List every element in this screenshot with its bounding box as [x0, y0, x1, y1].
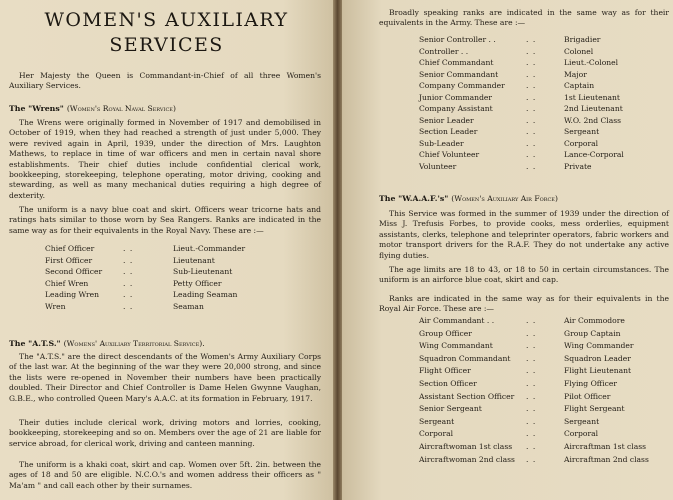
waaf-heading-sub: (Women's Auxiliary Air Force) — [451, 194, 558, 203]
rank-row — [45, 266, 305, 277]
wrens-paragraph-2: The uniform is a navy blue coat and skirt. Officers wear tricorne hats and ratings hats similar to those worn by Sea Rangers. Ranks are indicated in the same way as for their equivalents in the Royal Navy. These are :— — [9, 205, 321, 235]
rank-equivalent: Corporal — [564, 138, 599, 148]
rank-leader-dots: . . — [526, 92, 537, 102]
rank-name: Chief Commandant — [419, 58, 494, 67]
book-gutter — [333, 0, 342, 500]
rank-leader-dots: . . — [526, 442, 537, 451]
rank-leader-dots: . . — [526, 316, 537, 325]
rank-name: Senior Sergeant — [419, 404, 482, 414]
rank-leader-dots: . . — [526, 58, 537, 67]
rank-name: Sergeant — [419, 416, 455, 426]
rank-row — [45, 243, 305, 254]
rank-name: Squadron Commandant — [419, 353, 511, 363]
rank-leader-dots: . . — [526, 81, 537, 90]
rank-name: Group Officer — [419, 328, 472, 338]
rank-name: Aircraftwoman 2nd class — [419, 454, 515, 464]
rank-name: Second Officer — [45, 267, 103, 277]
rank-equivalent: Seaman — [173, 302, 204, 311]
rank-leader-dots: . . — [526, 379, 537, 388]
rank-row — [419, 454, 669, 465]
wrens-paragraph-1: The Wrens were originally formed in November of 1917 and demobilised in October of 1919, when they had reached a strength of just under 5,000. They were revived again in April, 1939, under the direction of Mrs. Laughton Mathews, to replace in time of war officers and men in certain naval shore establishments. Their chief duties include confidential clerical work, bookkeeping, storekeeping, telephone operating, motor driving, cooking and stewarding, as well as many mechanical duties requiring a high degree of dexterity. — [9, 118, 321, 200]
rank-equivalent: 1st Lieutenant — [564, 92, 620, 102]
rank-equivalent: Pilot Officer — [564, 391, 611, 401]
rank-equivalent: Brigadier — [564, 35, 601, 44]
rank-row — [419, 365, 669, 376]
rank-leader-dots: . . — [526, 429, 537, 439]
ats-paragraph-3: The uniform is a khaki coat, skirt and cap. Women over 5ft. 2in. between the ages of 18 and 50 are eligible. N.C.O.'s and women address their officers as " Ma'am " and call each other by their surnames. — [9, 460, 321, 490]
rank-leader-dots: . . — [526, 328, 537, 338]
rank-equivalent: Flight Sergeant — [564, 404, 625, 414]
rank-row — [419, 115, 669, 126]
waaf-paragraph-3: Ranks are indicated in the same way as for their equivalents in the Royal Air Force. These are :— — [379, 294, 669, 314]
waaf-heading — [379, 194, 558, 204]
rank-equivalent: Petty Officer — [173, 278, 222, 288]
rank-row — [45, 278, 305, 289]
rank-equivalent: Colonel — [564, 46, 594, 56]
rank-name: Section Leader — [419, 127, 478, 136]
rank-name: Air Commandant . . — [419, 316, 495, 325]
rank-name: Chief Wren — [45, 278, 89, 288]
wrens-heading — [9, 104, 176, 114]
wrens-heading-sub: (Women's Royal Naval Service) — [66, 104, 176, 113]
waaf-heading-title: The "W.A.A.F.'s" — [379, 194, 449, 203]
rank-equivalent: Lieut.-Commander — [173, 244, 246, 253]
rank-equivalent: Air Commodore — [564, 316, 625, 325]
rank-leader-dots: . . — [526, 416, 537, 426]
rank-row — [419, 340, 669, 351]
rank-row — [419, 161, 669, 172]
rank-equivalent: Lieut.-Colonel — [564, 58, 619, 67]
rank-leader-dots: . . — [526, 150, 537, 159]
rank-leader-dots: . . — [526, 353, 537, 363]
rank-equivalent: Private — [564, 161, 592, 171]
rank-row — [45, 289, 305, 300]
rank-equivalent: 2nd Lieutenant — [564, 104, 623, 113]
rank-row — [419, 149, 669, 160]
ats-heading-title: The "A.T.S." — [9, 339, 61, 348]
rank-name: Senior Controller . . — [419, 35, 496, 44]
rank-leader-dots: . . — [526, 366, 537, 376]
rank-leader-dots: . . — [526, 127, 537, 136]
rank-equivalent: Lance-Corporal — [564, 150, 624, 159]
rank-leader-dots: . . — [123, 255, 134, 265]
rank-row — [419, 126, 669, 137]
rank-row — [419, 428, 669, 439]
left-page — [0, 0, 333, 500]
rank-name: Leading Wren — [45, 290, 99, 300]
rank-equivalent: Leading Seaman — [173, 290, 238, 300]
ats-paragraph-2: Their duties include clerical work, driving motors and lorries, cooking, bookkeeping, storekeeping and so on. Members over the age of 21 are liable for service abroad, for clerical work, driving and canteen manning. — [9, 418, 321, 448]
rank-equivalent: Aircraftman 1st class — [564, 442, 647, 451]
rank-leader-dots: . . — [123, 267, 134, 277]
rank-name: Chief Volunteer — [419, 150, 480, 159]
rank-name: Aircraftwoman 1st class — [419, 442, 513, 451]
rank-equivalent: Flying Officer — [564, 379, 618, 388]
rank-equivalent: Wing Commander — [564, 341, 634, 351]
rank-name: Senior Commandant — [419, 69, 499, 79]
page-title-line2: SERVICES — [109, 34, 224, 56]
rank-row — [419, 315, 669, 326]
rank-row — [419, 80, 669, 91]
rank-leader-dots: . . — [526, 404, 537, 414]
rank-name: Senior Leader — [419, 115, 474, 125]
rank-row — [419, 441, 669, 452]
rank-row — [45, 301, 305, 312]
rank-equivalent: Squadron Leader — [564, 353, 631, 363]
rank-leader-dots: . . — [123, 290, 134, 300]
rank-leader-dots: . . — [526, 138, 537, 148]
rank-name: First Officer — [45, 255, 93, 265]
rank-leader-dots: . . — [526, 341, 537, 351]
rank-leader-dots: . . — [123, 244, 134, 253]
rank-equivalent: Lieutenant — [173, 255, 215, 265]
rank-row — [419, 353, 669, 364]
rank-equivalent: Flight Lieutenant — [564, 366, 632, 376]
rank-leader-dots: . . — [526, 104, 537, 113]
rank-row — [419, 92, 669, 103]
rank-leader-dots: . . — [123, 278, 134, 288]
rank-name: Sub-Leader — [419, 138, 464, 148]
rank-name: Assistant Section Officer — [419, 391, 515, 401]
rank-name: Flight Officer — [419, 366, 471, 376]
rank-leader-dots: . . — [123, 302, 134, 311]
rank-name: Wing Commandant — [419, 341, 493, 351]
rank-name: Company Commander — [419, 81, 505, 90]
army-ranks-intro: Broadly speaking ranks are indicated in the same way as for their equivalents in the Army. These are :— — [379, 8, 669, 28]
rank-name: Controller . . — [419, 46, 469, 56]
rank-row — [419, 46, 669, 57]
ats-paragraph-1: The "A.T.S." are the direct descendants of the Women's Army Auxiliary Corps of the last war. At the beginning of the war they were 20,000 strong, and since the lists were re-opened in November their numbers have been practically doubled. Their Director and Chief Controller is Dame Helen Gwynne Vaughan, G.B.E., who controlled Queen Mary's A.A.C. at its formation in February, 1917. — [9, 352, 321, 403]
rank-equivalent: W.O. 2nd Class — [564, 115, 622, 125]
rank-equivalent: Sergeant — [564, 416, 600, 426]
rank-row — [45, 255, 305, 266]
rank-leader-dots: . . — [526, 161, 537, 171]
rank-leader-dots: . . — [526, 115, 537, 125]
rank-row — [419, 378, 669, 389]
rank-leader-dots: . . — [526, 46, 537, 56]
wrens-heading-title: The "Wrens" — [9, 104, 64, 113]
rank-row — [419, 69, 669, 80]
rank-equivalent: Sergeant — [564, 127, 600, 136]
rank-leader-dots: . . — [526, 69, 537, 79]
rank-equivalent: Major — [564, 69, 587, 79]
waaf-paragraph-1: This Service was formed in the summer of 1939 under the direction of Miss J. Trefusis Forbes, to provide cooks, mess orderlies, equipment assistants, clerks, telephone and teleprinter operators, fabric workers and motor transport drivers for the R.A.F. They do not undertake any active flying duties. — [379, 209, 669, 260]
rank-name: Company Assistant — [419, 104, 493, 113]
rank-leader-dots: . . — [526, 391, 537, 401]
wrens-ranks-table — [45, 243, 305, 313]
rank-leader-dots: . . — [526, 35, 537, 44]
rank-name: Junior Commander — [419, 92, 493, 102]
waaf-paragraph-2: The age limits are 18 to 43, or 18 to 50 in certain circumstances. The uniform is an airforce blue coat, skirt and cap. — [379, 265, 669, 285]
rank-row — [419, 57, 669, 68]
rank-row — [419, 103, 669, 114]
rank-equivalent: Captain — [564, 81, 595, 90]
ats-heading-sub: (Womens' Auxiliary Territorial Service). — [63, 339, 205, 348]
rank-row — [419, 34, 669, 45]
rank-equivalent: Group Captain — [564, 328, 621, 338]
rank-equivalent: Corporal — [564, 429, 599, 439]
rank-name: Wren — [45, 302, 66, 311]
rank-equivalent: Aircraftman 2nd class — [564, 454, 649, 464]
rank-row — [419, 403, 669, 414]
rank-row — [419, 416, 669, 427]
waaf-ranks-table — [419, 315, 669, 465]
page-title-line1: WOMEN'S AUXILIARY — [44, 9, 289, 31]
rank-row — [419, 391, 669, 402]
right-page — [342, 0, 673, 500]
ats-heading — [9, 339, 205, 349]
rank-name: Corporal — [419, 429, 454, 439]
rank-leader-dots: . . — [526, 454, 537, 464]
rank-name: Chief Officer — [45, 244, 95, 253]
rank-row — [419, 138, 669, 149]
rank-row — [419, 328, 669, 339]
rank-equivalent: Sub-Lieutenant — [173, 267, 233, 277]
rank-name: Section Officer — [419, 379, 477, 388]
rank-name: Volunteer — [419, 161, 457, 171]
intro-paragraph: Her Majesty the Queen is Commandant-in-Chief of all three Women's Auxiliary Services. — [9, 71, 321, 91]
ats-ranks-table — [419, 34, 669, 169]
